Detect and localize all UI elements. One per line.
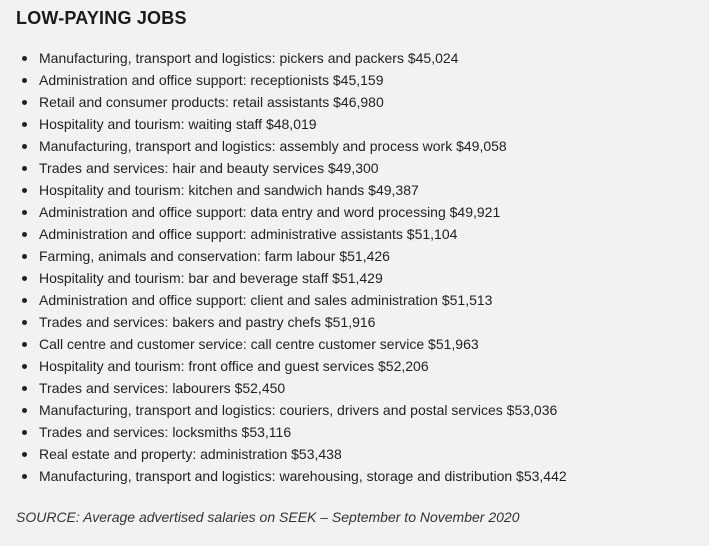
bullet-icon [22,166,27,171]
job-text: Administration and office support: administrative assistants $51,104 [39,226,458,242]
bullet-icon [22,430,27,435]
job-text: Trades and services: bakers and pastry chefs $51,916 [39,314,376,330]
list-item [0,421,567,443]
list-item [0,245,567,267]
job-text: Administration and office support: client and sales administration $51,513 [39,292,493,308]
list-item [0,47,567,69]
job-text: Retail and consumer products: retail assistants $46,980 [39,94,384,110]
source-caption: SOURCE: Average advertised salaries on SEEK – September to November 2020 [16,509,520,525]
bullet-icon [22,474,27,479]
list-item [0,355,567,377]
job-text: Manufacturing, transport and logistics: couriers, drivers and postal services $53,036 [39,402,558,418]
bullet-icon [22,386,27,391]
list-item [0,223,567,245]
bullet-icon [22,320,27,325]
list-item [0,465,567,487]
list-item [0,113,567,135]
job-text: Administration and office support: data entry and word processing $49,921 [39,204,501,220]
bullet-icon [22,56,27,61]
bullet-icon [22,122,27,127]
list-item [0,201,567,223]
job-text: Hospitality and tourism: waiting staff $48,019 [39,116,317,132]
bullet-icon [22,188,27,193]
bullet-icon [22,342,27,347]
bullet-icon [22,364,27,369]
list-item [0,91,567,113]
bullet-icon [22,144,27,149]
job-text: Trades and services: labourers $52,450 [39,380,286,396]
job-text: Call centre and customer service: call centre customer service $51,963 [39,336,479,352]
bullet-icon [22,452,27,457]
bullet-icon [22,210,27,215]
list-item [0,399,567,421]
list-item [0,157,567,179]
list-item [0,311,567,333]
job-text: Administration and office support: receptionists $45,159 [39,72,384,88]
bullet-icon [22,408,27,413]
list-item [0,333,567,355]
job-text: Manufacturing, transport and logistics: assembly and process work $49,058 [39,138,507,154]
list-item [0,135,567,157]
list-item [0,377,567,399]
job-text: Hospitality and tourism: bar and beverage staff $51,429 [39,270,383,286]
list-item [0,443,567,465]
list-item [0,179,567,201]
bullet-icon [22,232,27,237]
bullet-icon [22,298,27,303]
job-text: Farming, animals and conservation: farm labour $51,426 [39,248,390,264]
job-text: Hospitality and tourism: kitchen and sandwich hands $49,387 [39,182,419,198]
list-item [0,267,567,289]
job-text: Manufacturing, transport and logistics: warehousing, storage and distribution $53,442 [39,468,567,484]
bullet-icon [22,100,27,105]
job-text: Trades and services: hair and beauty services $49,300 [39,160,379,176]
job-list [0,47,567,487]
job-text: Hospitality and tourism: front office and guest services $52,206 [39,358,429,374]
bullet-icon [22,276,27,281]
list-item [0,69,567,91]
job-text: Real estate and property: administration $53,438 [39,446,342,462]
bullet-icon [22,78,27,83]
section-heading: LOW-PAYING JOBS [16,8,187,28]
bullet-icon [22,254,27,259]
list-item [0,289,567,311]
job-text: Trades and services: locksmiths $53,116 [39,424,292,440]
job-text: Manufacturing, transport and logistics: pickers and packers $45,024 [39,50,459,66]
